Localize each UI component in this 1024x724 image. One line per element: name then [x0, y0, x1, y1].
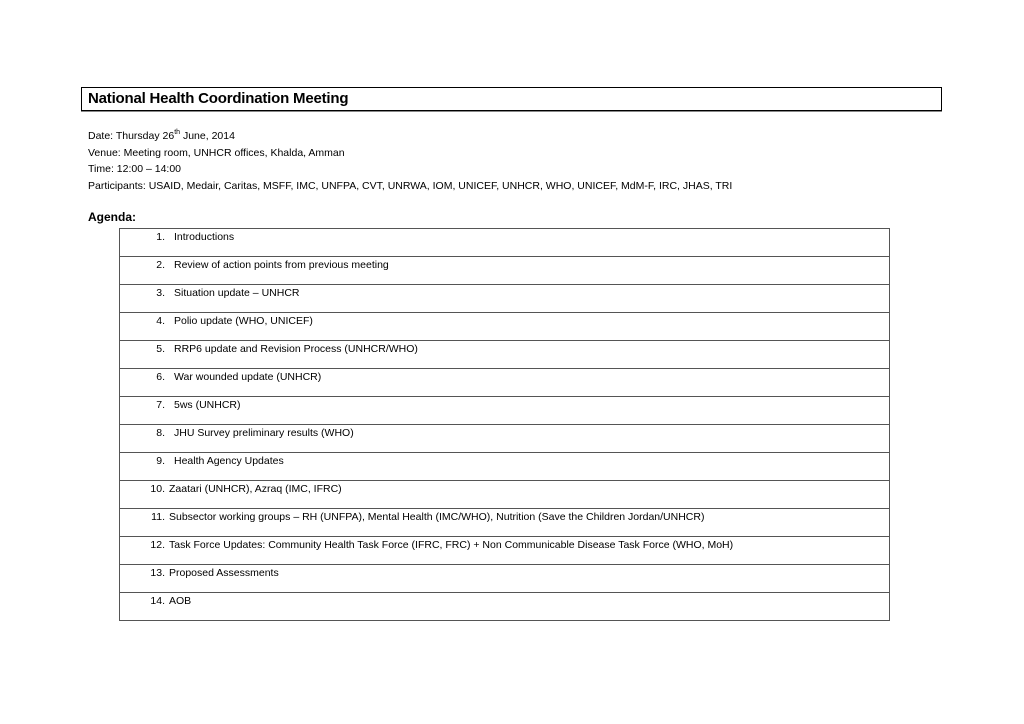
agenda-item-number: 8. — [156, 427, 165, 439]
meeting-details — [88, 128, 732, 194]
agenda-item-number: 13. — [150, 567, 165, 579]
meeting-time: Time: 12:00 – 14:00 — [88, 163, 182, 175]
agenda-item-text: Situation update – UNHCR — [174, 287, 300, 299]
agenda-item-text: Subsector working groups – RH (UNFPA), Mental Health (IMC/WHO), Nutrition (Save the Children Jordan/UNHCR) — [169, 511, 705, 523]
agenda-row — [120, 313, 890, 341]
agenda-item-number: 11. — [151, 511, 165, 523]
meeting-venue: Venue: Meeting room, UNHCR offices, Khalda, Amman — [88, 146, 345, 159]
agenda-item-number: 9. — [156, 455, 165, 467]
agenda-item-text: 5ws (UNHCR) — [174, 399, 241, 411]
agenda-item-text: RRP6 update and Revision Process (UNHCR/WHO) — [174, 343, 418, 355]
agenda-table — [119, 228, 890, 621]
agenda-row — [120, 369, 890, 397]
agenda-item-number: 4. — [156, 315, 165, 327]
meeting-participants: Participants: USAID, Medair, Caritas, MSFF, IMC, UNFPA, CVT, UNRWA, IOM, UNICEF, UNHCR, WHO, UNICEF, MdM-F, IRC, JHAS, TRI — [88, 179, 733, 192]
agenda-row — [120, 257, 890, 285]
agenda-item-number: 7. — [156, 399, 165, 411]
agenda-item-number: 10. — [150, 483, 165, 495]
agenda-item-text: Task Force Updates: Community Health Task Force (IFRC, FRC) + Non Communicable Disease Task Force (WHO, MoH) — [169, 539, 734, 551]
agenda-row — [120, 593, 890, 621]
agenda-item-text: Review of action points from previous meeting — [174, 259, 389, 271]
agenda-item-text: Introductions — [174, 231, 235, 243]
agenda-item-text: War wounded update (UNHCR) — [174, 371, 322, 383]
agenda-item-number: 14. — [150, 595, 165, 607]
agenda-item-text: Proposed Assessments — [169, 567, 279, 579]
document-title: National Health Coordination Meeting — [88, 90, 349, 107]
date-ordinal: th — [174, 128, 181, 136]
date-suffix: June, 2014 — [180, 130, 235, 142]
agenda-row — [120, 453, 890, 481]
agenda-item-text: Health Agency Updates — [174, 455, 284, 467]
agenda-item-number: 2. — [156, 259, 165, 271]
agenda-item-number: 3. — [156, 287, 165, 299]
agenda-row — [120, 425, 890, 453]
meeting-date — [88, 128, 732, 145]
agenda-row — [120, 397, 890, 425]
agenda-row — [120, 565, 890, 593]
agenda-row — [120, 341, 890, 369]
agenda-heading: Agenda: — [88, 210, 136, 224]
agenda-item-number: 1. — [156, 231, 165, 243]
agenda-row — [120, 481, 890, 509]
date-prefix: Date: Thursday 26 — [88, 130, 175, 142]
agenda-row — [120, 229, 890, 257]
agenda-row — [120, 537, 890, 565]
agenda-row — [120, 285, 890, 313]
agenda-item-text: AOB — [169, 595, 192, 607]
agenda-item-text: JHU Survey preliminary results (WHO) — [174, 427, 354, 439]
agenda-item-text: Polio update (WHO, UNICEF) — [174, 315, 313, 327]
agenda-item-number: 6. — [156, 371, 165, 383]
agenda-row — [120, 509, 890, 537]
agenda-item-number: 12. — [150, 539, 165, 551]
agenda-item-number: 5. — [156, 343, 165, 355]
title-box — [81, 87, 942, 111]
agenda-item-text: Zaatari (UNHCR), Azraq (IMC, IFRC) — [169, 483, 342, 495]
